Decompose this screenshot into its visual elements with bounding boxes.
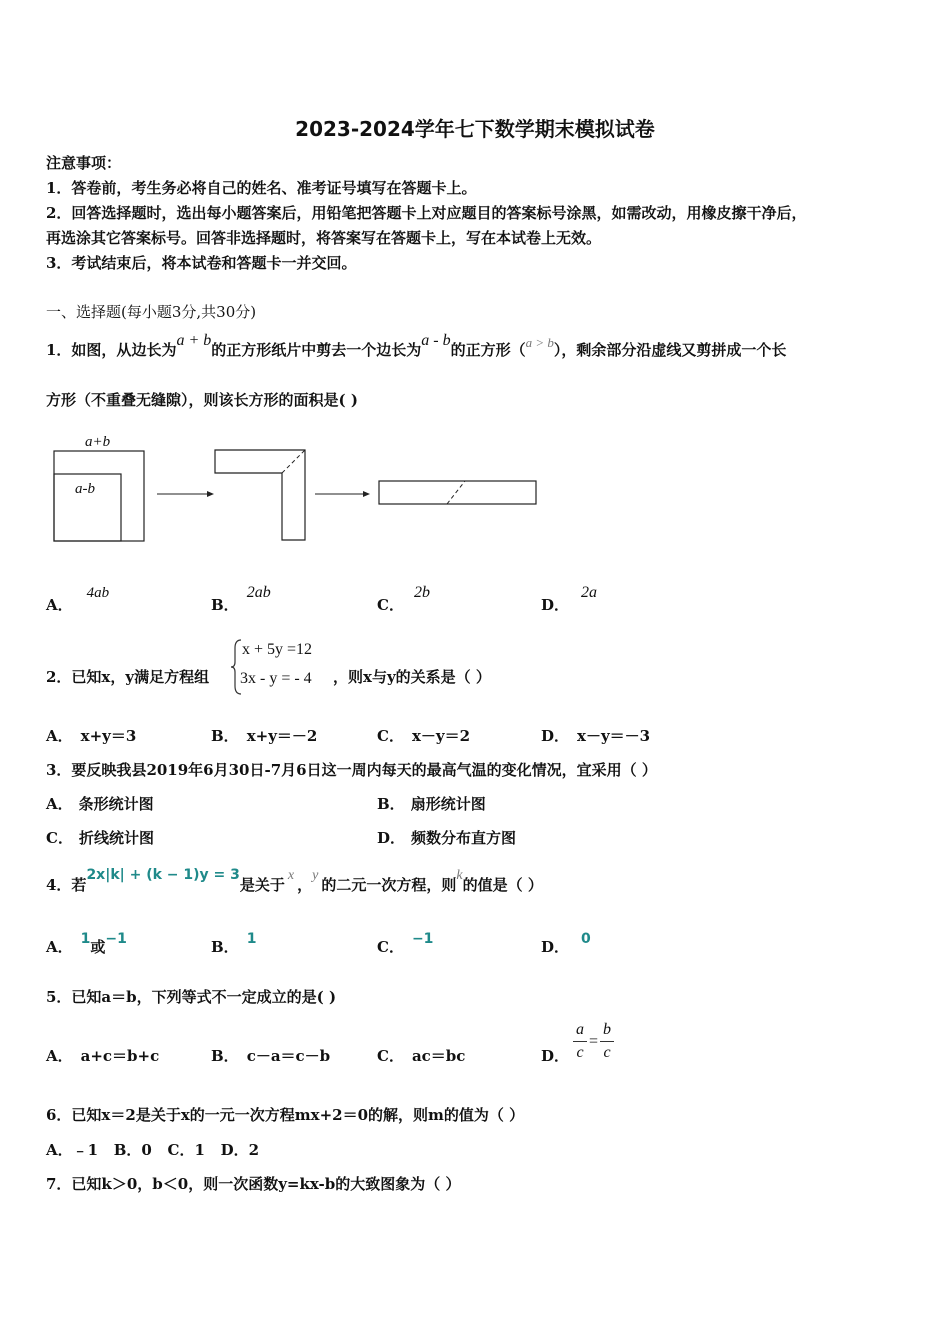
q2-option-c[interactable] — [377, 725, 470, 746]
q4-text-2: 是关于 — [239, 876, 285, 894]
option-label: B． — [211, 1047, 239, 1065]
option-label: B． — [211, 727, 239, 745]
option-value: a+c＝b+c — [80, 1047, 160, 1065]
rectangle-dash — [447, 481, 465, 504]
q6-options[interactable]: A．﹣1 B．0 C．1 D．2 — [46, 1141, 260, 1159]
option-value: 频数分布直方图 — [411, 829, 517, 847]
numerator: b — [603, 1021, 612, 1038]
q5-option-d-math — [573, 1021, 614, 1062]
q2-stem: 2．已知x，y满足方程组 — [46, 668, 210, 686]
option-value-2: −1 — [105, 931, 127, 947]
option-label: C． — [377, 596, 404, 614]
fig-label-inner: a-b — [75, 481, 95, 497]
q1-text-4: ），剩余部分沿虚线又剪拼成一个长 — [553, 341, 787, 359]
option-value: 1 — [246, 931, 257, 947]
option-label: A． — [46, 596, 73, 614]
q4-var-y: y — [312, 868, 319, 883]
option-value: 条形统计图 — [78, 795, 154, 813]
note-3: 3．考试结束后，将本试卷和答题卡一并交回。 — [46, 254, 357, 272]
q6-stem: 6．已知x＝2是关于x的一元一次方程mx+2＝0的解，则m的值为（ ） — [46, 1106, 525, 1124]
q5-stem: 5．已知a＝b，下列等式不一定成立的是( ) — [46, 988, 337, 1006]
q2-option-d[interactable] — [541, 725, 650, 746]
q4-option-b[interactable] — [211, 931, 257, 957]
option-value: 4ab — [86, 585, 110, 601]
q1-expr-1: a + b — [176, 332, 212, 349]
q1-line1 — [46, 332, 787, 360]
q1-expr-2: a - b — [421, 332, 451, 349]
option-label: A． — [46, 795, 73, 813]
q4-var-k: k — [456, 868, 463, 883]
option-label: D． — [377, 829, 406, 847]
q5-option-a[interactable] — [46, 1045, 159, 1066]
option-label: C． — [46, 829, 73, 847]
q3-option-d[interactable] — [377, 827, 516, 848]
option-connector: 或 — [90, 938, 106, 956]
equals-sign: = — [589, 1032, 599, 1050]
arrow-head-2 — [363, 491, 370, 497]
option-value: 2a — [581, 584, 598, 601]
q2-equation-1: x + 5y =12 — [242, 641, 313, 658]
fraction-a-over-c — [573, 1021, 587, 1062]
q4-equation: 2x|k| + (k − 1)y = 3 — [86, 867, 240, 883]
option-value: ac＝bc — [411, 1047, 466, 1065]
option-value: x+y＝3 — [80, 727, 137, 745]
option-label: A． — [46, 938, 73, 956]
page-title: 2023-2024学年七下数学期末模拟试卷 — [295, 117, 655, 141]
denominator: c — [603, 1044, 611, 1061]
option-label: A． — [46, 727, 73, 745]
option-label: A． — [46, 1047, 73, 1065]
q3-option-b[interactable] — [377, 793, 486, 814]
q1-expr-3: a > b — [525, 335, 554, 350]
outer-square — [54, 451, 144, 541]
option-value: 2ab — [246, 584, 271, 601]
denominator: c — [576, 1044, 584, 1061]
q1-text-3: 的正方形（ — [450, 341, 526, 359]
q4-stem — [46, 867, 543, 895]
q3-option-a[interactable] — [46, 793, 154, 814]
rectangle — [379, 481, 536, 504]
q1-option-c[interactable] — [377, 584, 430, 615]
q4-text-5: 的值是（ ） — [462, 876, 543, 894]
q7-stem: 7．已知k＞0，b＜0，则一次函数y=kx-b的大致图象为（ ） — [46, 1175, 461, 1193]
q3-stem: 3．要反映我县2019年6月30日-7月6日这一周内每天的最高气温的变化情况，宜采用（ ） — [46, 761, 657, 779]
option-label: C． — [377, 727, 404, 745]
q2-equation-2: 3x - y = - 4 — [240, 670, 312, 687]
q1-option-d[interactable] — [541, 584, 598, 615]
q5-option-c[interactable] — [377, 1045, 465, 1066]
option-value: 1 — [80, 931, 91, 947]
q4-option-c[interactable] — [377, 931, 434, 957]
q5-option-b[interactable] — [211, 1045, 330, 1066]
option-label: B． — [211, 938, 239, 956]
note-2a: 2．回答选择题时，选出每小题答案后，用铅笔把答题卡上对应题目的答案标号涂黑，如需改动，用橡皮擦干净后， — [46, 204, 807, 222]
q1-line2: 方形（不重叠无缝隙），则该长方形的面积是( ) — [46, 391, 358, 409]
q1-text-2: 的正方形纸片中剪去一个边长为 — [211, 341, 422, 359]
q4-option-d[interactable] — [541, 931, 591, 957]
q3-option-c[interactable] — [46, 827, 154, 848]
option-label: C． — [377, 938, 404, 956]
l-shape-dash — [282, 450, 305, 473]
q4-var-x: x — [287, 868, 295, 883]
option-label: D． — [541, 596, 570, 614]
q5-option-d[interactable] — [541, 1045, 569, 1066]
q2-stem-end: ，则x与y的关系是（ ） — [333, 668, 491, 686]
notes-heading: 注意事项： — [46, 154, 122, 172]
option-value: x+y＝－2 — [246, 727, 318, 745]
option-label: D． — [541, 727, 570, 745]
option-label: B． — [377, 795, 405, 813]
option-value: 0 — [581, 931, 591, 947]
option-value: 扇形统计图 — [410, 795, 486, 813]
q4-text-4: 的二元一次方程，则 — [321, 876, 457, 894]
option-value: 2b — [413, 584, 430, 601]
option-value: −1 — [411, 931, 434, 947]
q1-option-b[interactable] — [211, 584, 271, 615]
q1-figure — [45, 425, 545, 550]
option-value: c－a＝c－b — [246, 1047, 331, 1065]
q4-text-3: ， — [297, 876, 313, 894]
q2-option-a[interactable] — [46, 725, 136, 746]
note-2b: 再选涂其它答案标号。回答非选择题时，将答案写在答题卡上，写在本试卷上无效。 — [46, 229, 602, 247]
section-heading: 一、选择题(每小题3分,共30分) — [46, 303, 257, 321]
q4-option-a[interactable] — [46, 931, 127, 957]
option-label: C． — [377, 1047, 404, 1065]
note-1: 1．答卷前，考生务必将自己的姓名、准考证号填写在答题卡上。 — [46, 179, 477, 197]
q2-option-b[interactable] — [211, 725, 317, 746]
q1-option-a[interactable] — [46, 585, 110, 615]
q4-text-1: 4．若 — [46, 876, 87, 894]
option-label: B． — [211, 596, 239, 614]
l-shape — [215, 450, 305, 540]
fig-label-outer: a+b — [85, 434, 111, 450]
numerator: a — [576, 1021, 584, 1038]
fraction-b-over-c — [600, 1021, 614, 1062]
arrow-head-1 — [207, 491, 214, 497]
option-value: x－y＝－3 — [577, 727, 651, 745]
option-label: D． — [541, 1047, 570, 1065]
q1-text-1: 1．如图，从边长为 — [46, 341, 177, 359]
option-value: 折线统计图 — [78, 829, 154, 847]
option-value: x－y＝2 — [411, 727, 471, 745]
option-label: D． — [541, 938, 570, 956]
